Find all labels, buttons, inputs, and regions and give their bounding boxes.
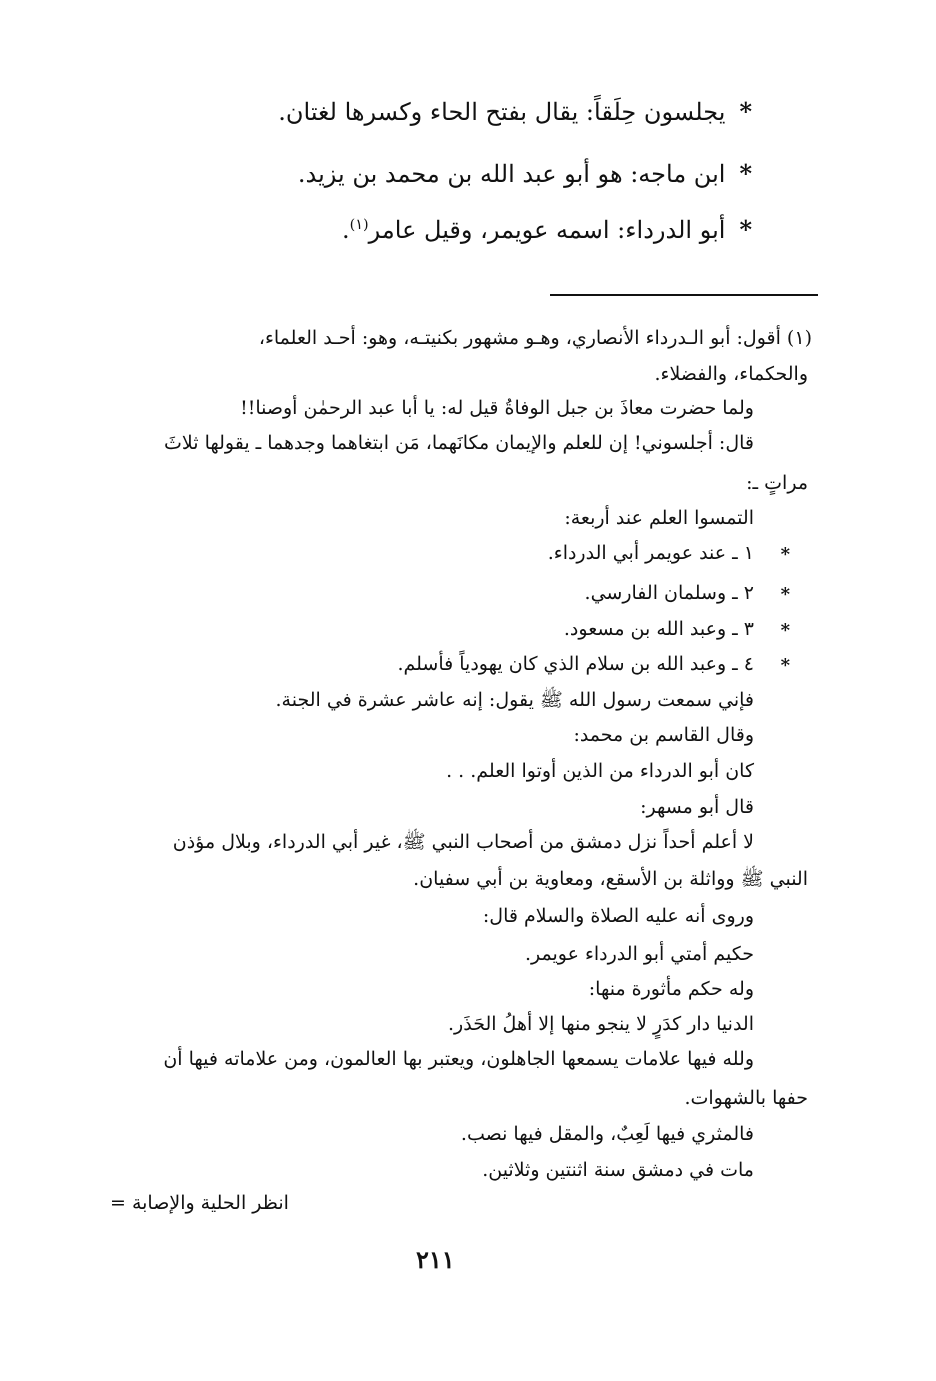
footnote-line-11: فإني سمعت رسول الله ﷺ يقول: إنه عاشر عشرة في الجنة. xyxy=(275,689,754,711)
footnote-list-item-1: ١ ـ عند عويمر أبي الدرداء. xyxy=(547,542,754,564)
list-marker: * xyxy=(780,584,790,605)
footnote-continuation: انظر الحلية والإصابة = xyxy=(110,1192,289,1214)
footnote-line-6: التمسوا العلم عند أربعة: xyxy=(564,507,754,529)
footnote-line-2: والحكماء، والفضلاء. xyxy=(654,363,808,385)
footnote-reference: (١) xyxy=(349,217,369,233)
footnote-line-3: ولما حضرت معاذَ بن جبل الوفاةُ قيل له: يا أبا عبد الرحمٰن أوصنا!! xyxy=(240,397,754,419)
footnote-line-21: ولله فيها علامات يسمعها الجاهلون، ويعتبر بها العالمون، ومن علاماته فيها أن xyxy=(163,1048,754,1070)
footnote-line-20: الدنيا دار كدَرٍ لا ينجو منها إلا أهلُ الحَذَر. xyxy=(448,1013,754,1035)
main-entry-3 xyxy=(342,216,752,245)
footnote-line-13: كان أبو الدرداء من الذين أوتوا العلم. . . xyxy=(446,760,754,782)
footnote-line-23: فالمثري فيها لَعِبٌ، والمقل فيها نصب. xyxy=(460,1123,754,1145)
list-marker: * xyxy=(780,620,790,641)
entry-marker: * xyxy=(739,97,752,126)
main-entry-1 xyxy=(278,98,752,127)
footnote-list-item-3: ٣ ـ وعبد الله بن مسعود. xyxy=(563,618,754,640)
footnote-line-24: مات في دمشق سنة اثنتين وثلاثين. xyxy=(482,1159,754,1181)
footnote-line-14: قال أبو مسهر: xyxy=(640,796,754,818)
footnote-line-12: وقال القاسم بن محمد: xyxy=(573,724,754,746)
footnote-list-item-4: ٤ ـ وعبد الله بن سلام الذي كان يهودياً فأسلم. xyxy=(397,653,754,675)
entry-text: يجلسون حِلَقاً: يقال بفتح الحاء وكسرها لغتان. xyxy=(278,98,726,126)
footnote-line-18: حكيم أمتي أبو الدرداء عويمر. xyxy=(524,943,754,965)
entry-marker: * xyxy=(739,215,752,244)
entry-text: ابن ماجه: هو أبو عبد الله بن محمد بن يزيد. xyxy=(297,160,726,188)
footnote-line-22: حفها بالشهوات. xyxy=(684,1087,808,1109)
list-marker: * xyxy=(780,655,790,676)
list-marker: * xyxy=(780,544,790,565)
footnote-line-15: لا أعلم أحداً نزل دمشق من أصحاب النبي ﷺ، غير أبي الدرداء، وبلال مؤذن xyxy=(172,831,754,853)
entry-text: أبو الدرداء: اسمه عويمر، وقيل عامر xyxy=(368,216,726,244)
footnote-separator xyxy=(550,294,818,296)
footnote-line-16: النبي ﷺ وواثلة بن الأسقع، ومعاوية بن أبي سفيان. xyxy=(413,868,808,890)
entry-end: . xyxy=(342,216,350,244)
page-number: ٢١١ xyxy=(416,1245,455,1274)
footnote-line-4: قال: أجلسوني! إن للعلم والإيمان مكانَهما، مَن ابتغاهما وجدهما ـ يقولها ثلاثَ xyxy=(164,432,754,454)
footnote-line-17: وروى أنه عليه الصلاة والسلام قال: xyxy=(482,905,754,927)
main-entry-2 xyxy=(298,160,752,189)
footnote-line-1: (١) أقول: أبو الـدرداء الأنصاري، وهـو مشهور بكنيتـه، وهو: أحـد العلماء، xyxy=(258,327,812,349)
footnote-list-item-2: ٢ ـ وسلمان الفارسي. xyxy=(584,582,754,604)
footnote-line-5: مراتٍ ـ: xyxy=(746,472,808,494)
footnote-line-19: وله حكم مأثورة منها: xyxy=(588,978,754,1000)
entry-marker: * xyxy=(739,159,752,188)
